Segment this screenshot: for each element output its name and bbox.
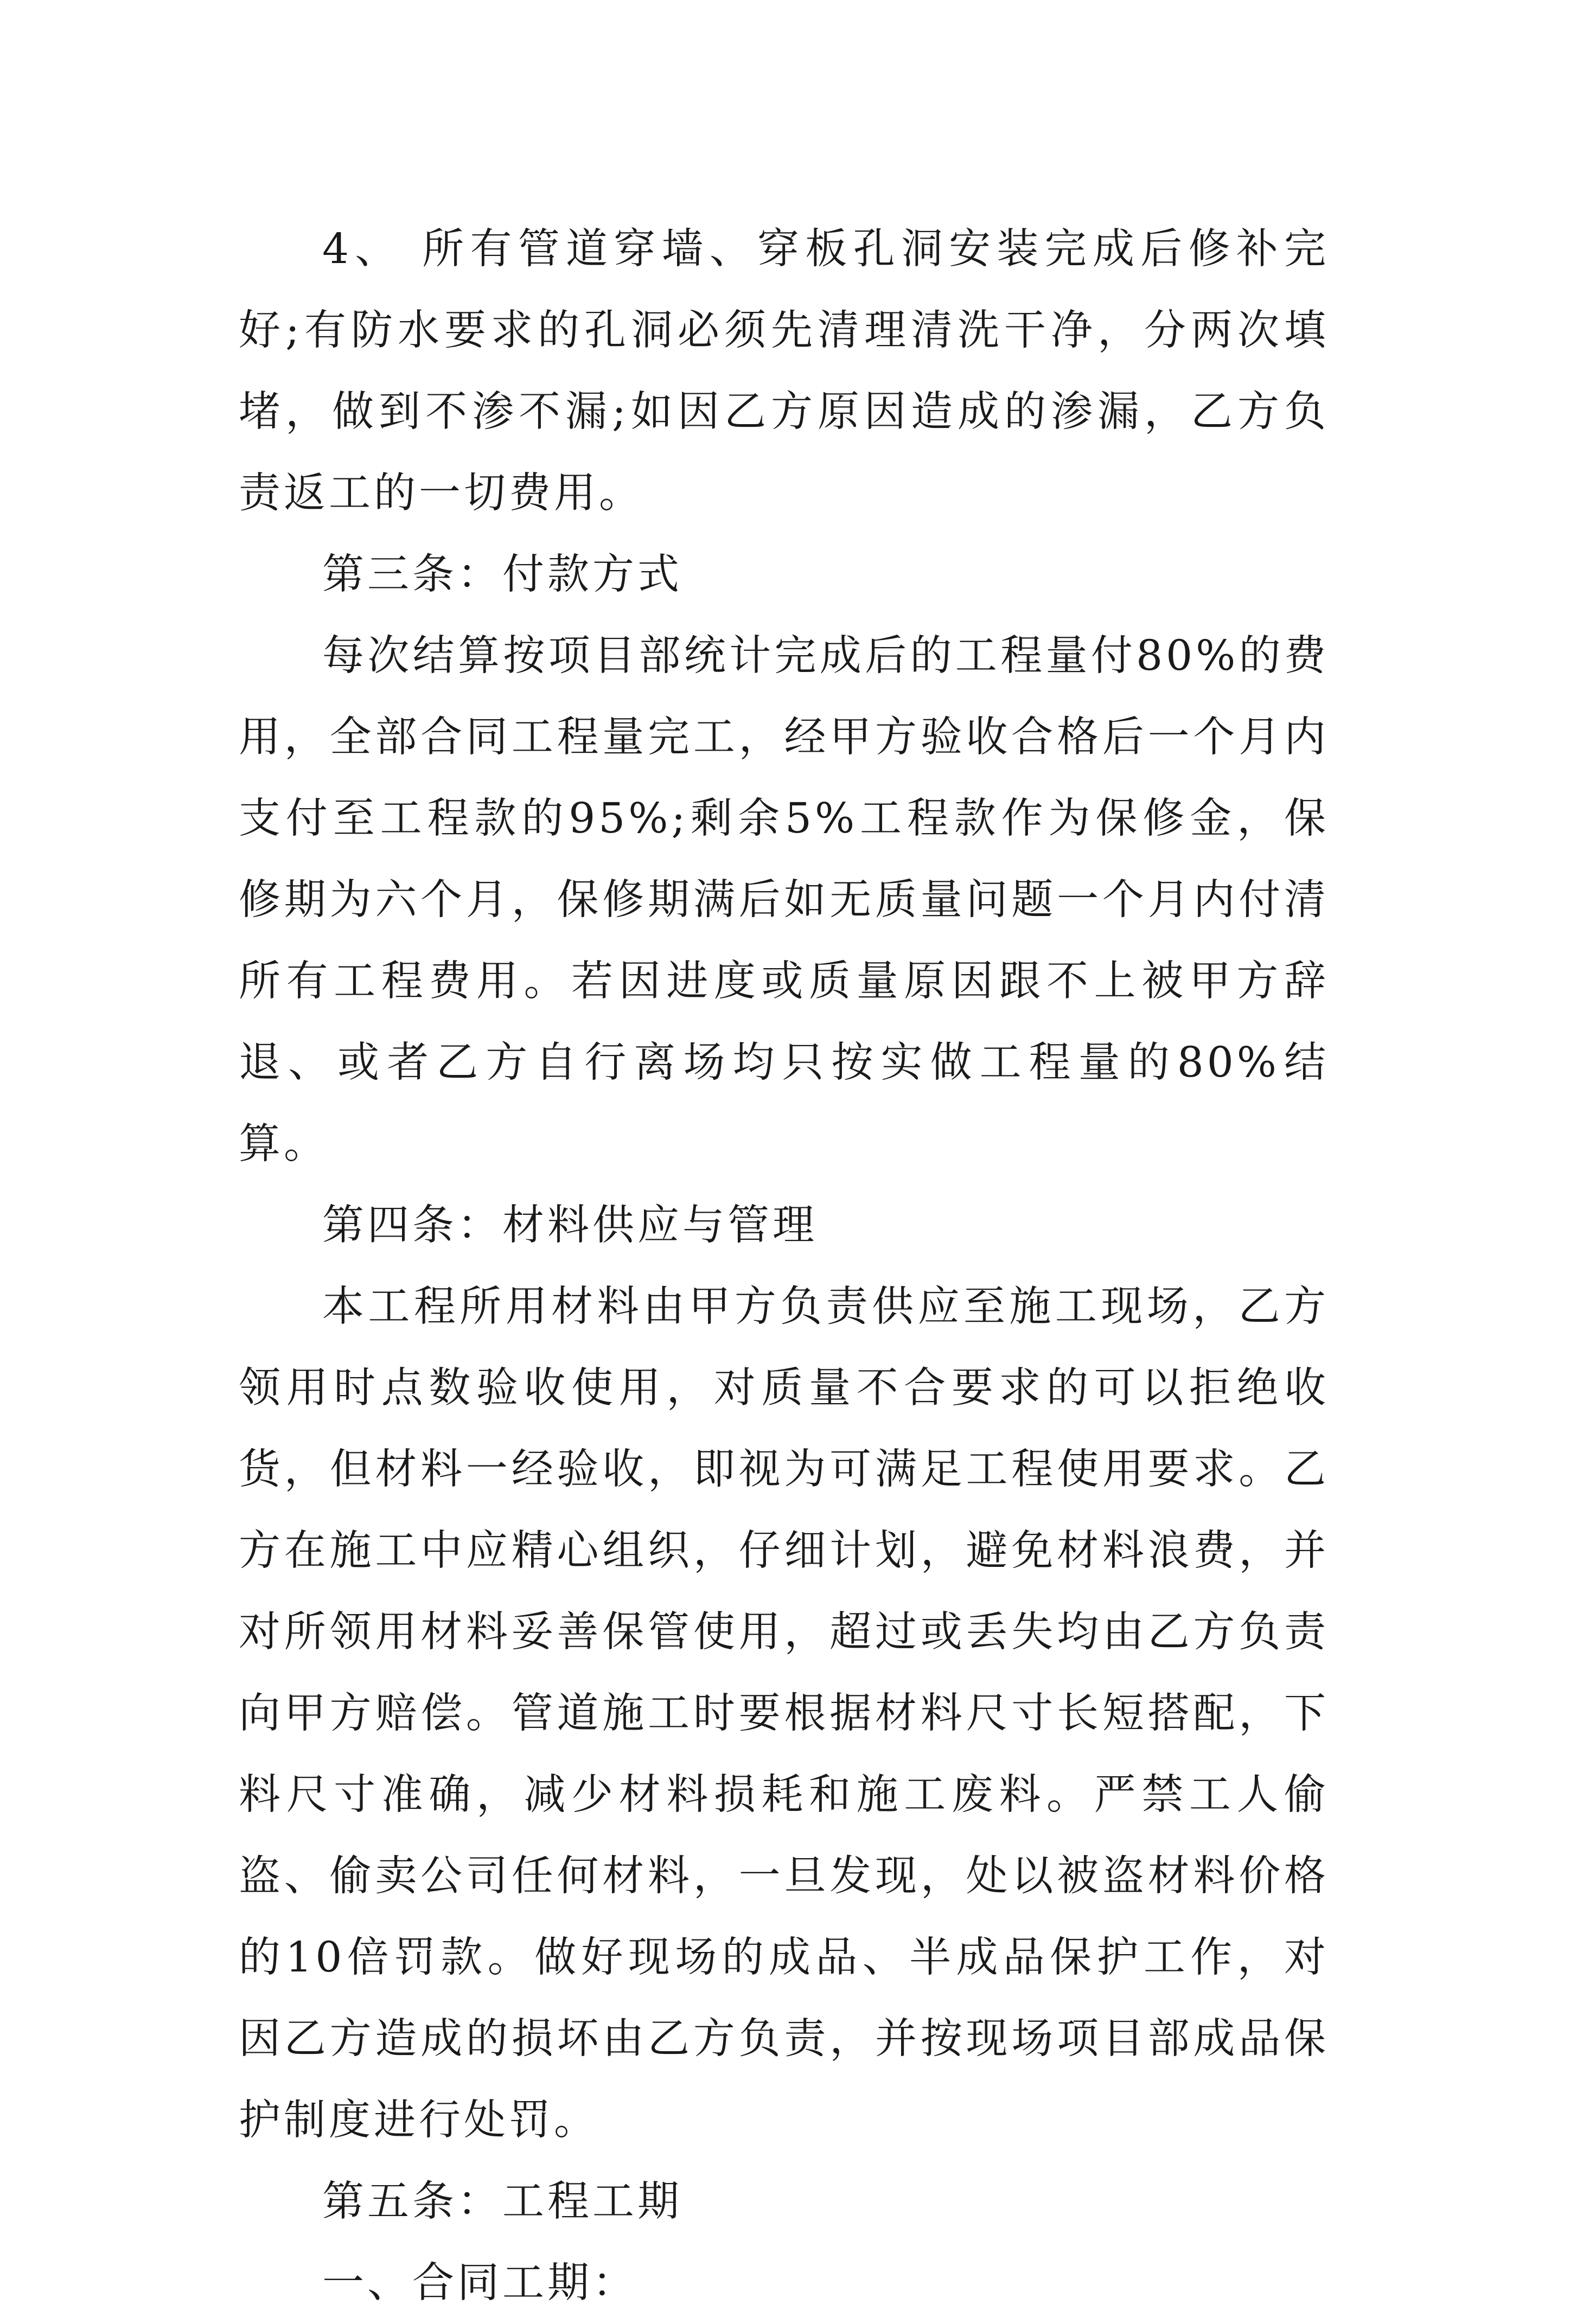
contract-period-heading: 一、合同工期：: [322, 2259, 637, 2307]
article-5-heading: 第五条：工程工期: [322, 2178, 682, 2226]
article-4-body: 本工程所用材料由甲方负责供应至施工现场，乙方领用时点数验收使用，对质量不合要求的可以拒绝收货，但材料一经验收，即视为可满足工程使用要求。乙方在施工中应精心组织，仔细计划，避免材料浪费，并对所领用材料妥善保管使用，超过或丢失均由乙方负责向甲方赔偿。管道施工时要根据材料尺寸长短搭配，下料尺寸准确，减少材料损耗和施工废料。严禁工人偷盗、偷卖公司任何材料，一旦发现，处以被盗材料价格的10倍罚款。做好现场的成品、半成品保护工作，对因乙方造成的损坏由乙方负责，并按现场项目部成品保护制度进行处罚。: [239, 1283, 1329, 2144]
article-3-body: 每次结算按项目部统计完成后的工程量付80%的费用，全部合同工程量完工，经甲方验收合格后一个月内支付至工程款的95%;剩余5%工程款作为保修金，保修期为六个月，保修期满后如无质量问题一个月内付清所有工程费用。若因进度或质量原因跟不上被甲方辞退、或者乙方自行离场均只按实做工程量的80%结算。: [239, 632, 1329, 1168]
document-body: [239, 209, 1329, 2324]
article-4-heading: 第四条：材料供应与管理: [322, 1201, 818, 1250]
clause-item-4: 4、 所有管道穿墙、穿板孔洞安装完成后修补完好;有防水要求的孔洞必须先清理清洗干净，分两次填堵，做到不渗不漏;如因乙方原因造成的渗漏，乙方负责返工的一切费用。: [239, 225, 1329, 517]
article-3-heading: 第三条：付款方式: [322, 550, 682, 599]
